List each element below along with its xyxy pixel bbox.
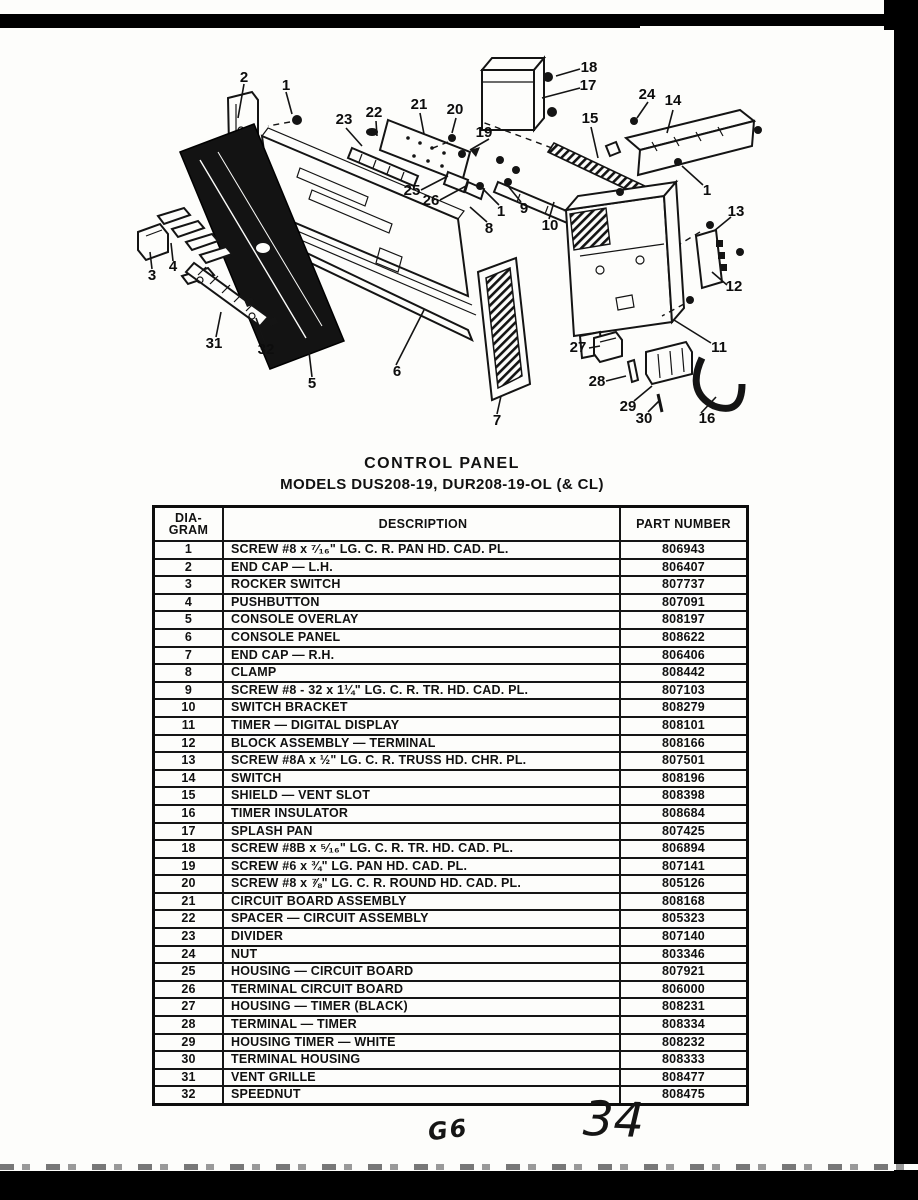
- table-row: [154, 1034, 748, 1052]
- table-row: [154, 946, 748, 964]
- table-row: [154, 981, 748, 999]
- table-row: [154, 1086, 748, 1104]
- callout-number: 21: [410, 95, 428, 113]
- callout-number: 5: [307, 374, 317, 392]
- diagram-number: 5: [154, 611, 224, 629]
- callout-number: 10: [541, 216, 559, 234]
- callout-number: 22: [365, 103, 383, 121]
- table-row: [154, 998, 748, 1016]
- callout-number: 27: [569, 338, 587, 356]
- callout-number: 6: [392, 362, 402, 380]
- part-description: PUSHBUTTON: [223, 594, 620, 612]
- table-row: [154, 805, 748, 823]
- callout-number: 25: [403, 181, 421, 199]
- callout-number: 1: [702, 181, 712, 199]
- scan-border-top-ragged: [0, 25, 640, 28]
- part-description: CLAMP: [223, 664, 620, 682]
- table-row: [154, 664, 748, 682]
- part-number: 808622: [620, 629, 748, 647]
- callout-number: 18: [580, 58, 598, 76]
- part-description: SCREW #8 x ⁷⁄₁₆" LG. C. R. PAN HD. CAD. PL.: [223, 541, 620, 559]
- screw-icon: [736, 248, 744, 256]
- part-number: 808197: [620, 611, 748, 629]
- screw-icon: [616, 188, 624, 196]
- table-row: [154, 594, 748, 612]
- part-description: CONSOLE PANEL: [223, 629, 620, 647]
- part-number: 807737: [620, 576, 748, 594]
- diagram-number: 30: [154, 1051, 224, 1069]
- table-row: [154, 770, 748, 788]
- part-description: SWITCH BRACKET: [223, 699, 620, 717]
- terminal-housing-pin: [658, 394, 662, 412]
- part-number: 805323: [620, 910, 748, 928]
- part-description: TIMER — DIGITAL DISPLAY: [223, 717, 620, 735]
- part-description: TERMINAL HOUSING: [223, 1051, 620, 1069]
- diagram-number: 29: [154, 1034, 224, 1052]
- part-number: 806943: [620, 541, 748, 559]
- part-description: TERMINAL — TIMER: [223, 1016, 620, 1034]
- callout-number: 32: [257, 340, 275, 358]
- diagram-number: 31: [154, 1069, 224, 1087]
- part-description: SCREW #8 x ⅞" LG. C. R. ROUND HD. CAD. PL.: [223, 875, 620, 893]
- diagram-number: 16: [154, 805, 224, 823]
- table-row: [154, 752, 748, 770]
- part-number: 807140: [620, 928, 748, 946]
- part-description: SHIELD — VENT SLOT: [223, 787, 620, 805]
- part-number: 806406: [620, 647, 748, 665]
- part-description: HOUSING — TIMER (BLACK): [223, 998, 620, 1016]
- callout-number: 11: [711, 338, 727, 356]
- callout-number: 4: [168, 257, 178, 275]
- part-description: END CAP — L.H.: [223, 559, 620, 577]
- rocker-switch: [138, 224, 168, 260]
- callout-number: 1: [496, 202, 506, 220]
- screw-icon: [674, 158, 682, 166]
- table-row: [154, 875, 748, 893]
- header-row: [154, 507, 748, 542]
- table-row: [154, 910, 748, 928]
- part-number: 808279: [620, 699, 748, 717]
- callout-number: 19: [475, 123, 493, 141]
- table-row: [154, 840, 748, 858]
- diagram-number: 32: [154, 1086, 224, 1104]
- part-number: 807141: [620, 858, 748, 876]
- callout-number: 24: [638, 85, 656, 103]
- screw-icon: [686, 296, 694, 304]
- part-description: NUT: [223, 946, 620, 964]
- header-diagram: [154, 507, 224, 542]
- diagram-number: 24: [154, 946, 224, 964]
- diagram-number: 9: [154, 682, 224, 700]
- diagram-number: 2: [154, 559, 224, 577]
- diagram-number: 18: [154, 840, 224, 858]
- part-number: 806894: [620, 840, 748, 858]
- part-number: 806000: [620, 981, 748, 999]
- part-number: 805126: [620, 875, 748, 893]
- diagram-number: 20: [154, 875, 224, 893]
- part-number: 808398: [620, 787, 748, 805]
- table-row: [154, 629, 748, 647]
- part-number: 808684: [620, 805, 748, 823]
- part-description: VENT GRILLE: [223, 1069, 620, 1087]
- diagram-number: 4: [154, 594, 224, 612]
- diagram-number: 26: [154, 981, 224, 999]
- part-number: 806407: [620, 559, 748, 577]
- table-row: [154, 893, 748, 911]
- scan-speckle-line: [0, 1164, 918, 1170]
- part-description: CONSOLE OVERLAY: [223, 611, 620, 629]
- screw-icon: [512, 166, 520, 174]
- page-title: CONTROL PANEL: [364, 455, 520, 472]
- part-number: 808196: [620, 770, 748, 788]
- callout-number: 26: [422, 191, 440, 209]
- part-number: 803346: [620, 946, 748, 964]
- diagram-number: 19: [154, 858, 224, 876]
- screw-icon: [458, 150, 466, 158]
- exploded-parts-diagram: [0, 30, 918, 470]
- handwritten-page-code: G6: [426, 1113, 470, 1147]
- nut: [630, 117, 638, 125]
- timer-terminal: [628, 360, 638, 382]
- part-number: 808475: [620, 1086, 748, 1104]
- diagram-number: 23: [154, 928, 224, 946]
- scan-border-right-top: [884, 0, 918, 30]
- part-number: 808232: [620, 1034, 748, 1052]
- scan-border-right: [894, 0, 918, 1200]
- part-description: SPEEDNUT: [223, 1086, 620, 1104]
- timer-insulator: [696, 358, 742, 408]
- part-description: HOUSING TIMER — WHITE: [223, 1034, 620, 1052]
- part-description: TIMER INSULATOR: [223, 805, 620, 823]
- callout-number: 31: [205, 334, 223, 352]
- part-description: SWITCH: [223, 770, 620, 788]
- table-row: [154, 717, 748, 735]
- part-description: SCREW #8B x ⁵⁄₁₆" LG. C. R. TR. HD. CAD. PL.: [223, 840, 620, 858]
- table-row: [154, 1016, 748, 1034]
- part-description: CIRCUIT BOARD ASSEMBLY: [223, 893, 620, 911]
- callout-number: 8: [484, 219, 494, 237]
- callout-number: 13: [727, 202, 745, 220]
- diagram-number: 28: [154, 1016, 224, 1034]
- table-row: [154, 576, 748, 594]
- callout-number: 30: [635, 409, 653, 427]
- part-number: 808231: [620, 998, 748, 1016]
- part-description: BLOCK ASSEMBLY — TERMINAL: [223, 735, 620, 753]
- diagram-number: 17: [154, 823, 224, 841]
- parts-table-body: [154, 541, 748, 1105]
- table-row: [154, 1051, 748, 1069]
- header-part-number: PART NUMBER: [620, 507, 748, 542]
- screw-icon: [496, 156, 504, 164]
- header-diagram-line1: DIA-: [175, 511, 202, 525]
- callout-number: 15: [581, 109, 599, 127]
- part-description: SPLASH PAN: [223, 823, 620, 841]
- timer-digital-display: [566, 182, 684, 358]
- table-row: [154, 541, 748, 559]
- callout-number: 14: [664, 91, 682, 109]
- part-number: 807921: [620, 963, 748, 981]
- part-number: 807103: [620, 682, 748, 700]
- part-number: 808442: [620, 664, 748, 682]
- header-description: DESCRIPTION: [223, 507, 620, 542]
- screw-icon: [547, 107, 557, 117]
- callout-number: 1: [281, 76, 291, 94]
- part-number: 808101: [620, 717, 748, 735]
- callout-number: 16: [698, 409, 716, 427]
- table-row: [154, 682, 748, 700]
- diagram-number: 13: [154, 752, 224, 770]
- part-number: 807425: [620, 823, 748, 841]
- handwritten-page-number: 34: [582, 1090, 646, 1150]
- callout-number: 7: [492, 411, 502, 429]
- table-row: [154, 787, 748, 805]
- diagram-number: 27: [154, 998, 224, 1016]
- part-description: SCREW #8A x ½" LG. C. R. TRUSS HD. CHR. PL.: [223, 752, 620, 770]
- screw-icon: [448, 134, 456, 142]
- table-row: [154, 823, 748, 841]
- end-cap-rh: [478, 258, 530, 400]
- part-number: 808333: [620, 1051, 748, 1069]
- switch: [606, 110, 762, 175]
- table-row: [154, 559, 748, 577]
- callout-number: 17: [579, 76, 597, 94]
- callout-number: 12: [725, 277, 743, 295]
- part-number: 808168: [620, 893, 748, 911]
- timer-housing-white: [646, 342, 692, 384]
- diagram-number: 6: [154, 629, 224, 647]
- table-row: [154, 963, 748, 981]
- part-description: TERMINAL CIRCUIT BOARD: [223, 981, 620, 999]
- splash-pan: [482, 58, 544, 130]
- diagram-number: 15: [154, 787, 224, 805]
- diagram-number: 25: [154, 963, 224, 981]
- callout-number: 9: [519, 199, 529, 217]
- scan-border-bottom: [0, 1171, 918, 1200]
- diagram-number: 10: [154, 699, 224, 717]
- callout-number: 23: [335, 110, 353, 128]
- table-row: [154, 699, 748, 717]
- callout-number: 2: [239, 68, 249, 86]
- part-number: 808166: [620, 735, 748, 753]
- table-row: [154, 928, 748, 946]
- callout-number: 28: [588, 372, 606, 390]
- part-description: ROCKER SWITCH: [223, 576, 620, 594]
- table-row: [154, 647, 748, 665]
- part-description: SCREW #6 x ¾" LG. PAN HD. CAD. PL.: [223, 858, 620, 876]
- screw-icon: [268, 115, 302, 126]
- callout-number: 20: [446, 100, 464, 118]
- table-row: [154, 735, 748, 753]
- part-number: 808477: [620, 1069, 748, 1087]
- parts-table-header: [154, 507, 748, 542]
- page-subtitle: MODELS DUS208-19, DUR208-19-OL (& CL): [280, 476, 604, 493]
- diagram-number: 22: [154, 910, 224, 928]
- diagram-number: 3: [154, 576, 224, 594]
- title-block: [152, 455, 732, 493]
- part-description: SPACER — CIRCUIT ASSEMBLY: [223, 910, 620, 928]
- table-row: [154, 611, 748, 629]
- screw-icon: [543, 72, 553, 82]
- screw-icon: [504, 178, 512, 186]
- screw-icon: [754, 126, 762, 134]
- diagram-number: 8: [154, 664, 224, 682]
- diagram-number: 1: [154, 541, 224, 559]
- table-row: [154, 858, 748, 876]
- part-description: END CAP — R.H.: [223, 647, 620, 665]
- callout-number: 29: [619, 397, 637, 415]
- diagram-number: 11: [154, 717, 224, 735]
- callout-number: 3: [147, 266, 157, 284]
- header-diagram-line2: GRAM: [168, 523, 209, 537]
- screw-icon: [706, 221, 714, 229]
- table-row: [154, 1069, 748, 1087]
- diagram-number: 21: [154, 893, 224, 911]
- part-number: 808334: [620, 1016, 748, 1034]
- part-description: DIVIDER: [223, 928, 620, 946]
- part-description: SCREW #8 - 32 x 1¼" LG. C. R. TR. HD. CAD. PL.: [223, 682, 620, 700]
- diagram-number: 12: [154, 735, 224, 753]
- part-description: HOUSING — CIRCUIT BOARD: [223, 963, 620, 981]
- diagram-number: 14: [154, 770, 224, 788]
- part-number: 807091: [620, 594, 748, 612]
- part-number: 807501: [620, 752, 748, 770]
- diagram-number: 7: [154, 647, 224, 665]
- parts-table: [152, 505, 749, 1106]
- screw-icon: [476, 182, 484, 190]
